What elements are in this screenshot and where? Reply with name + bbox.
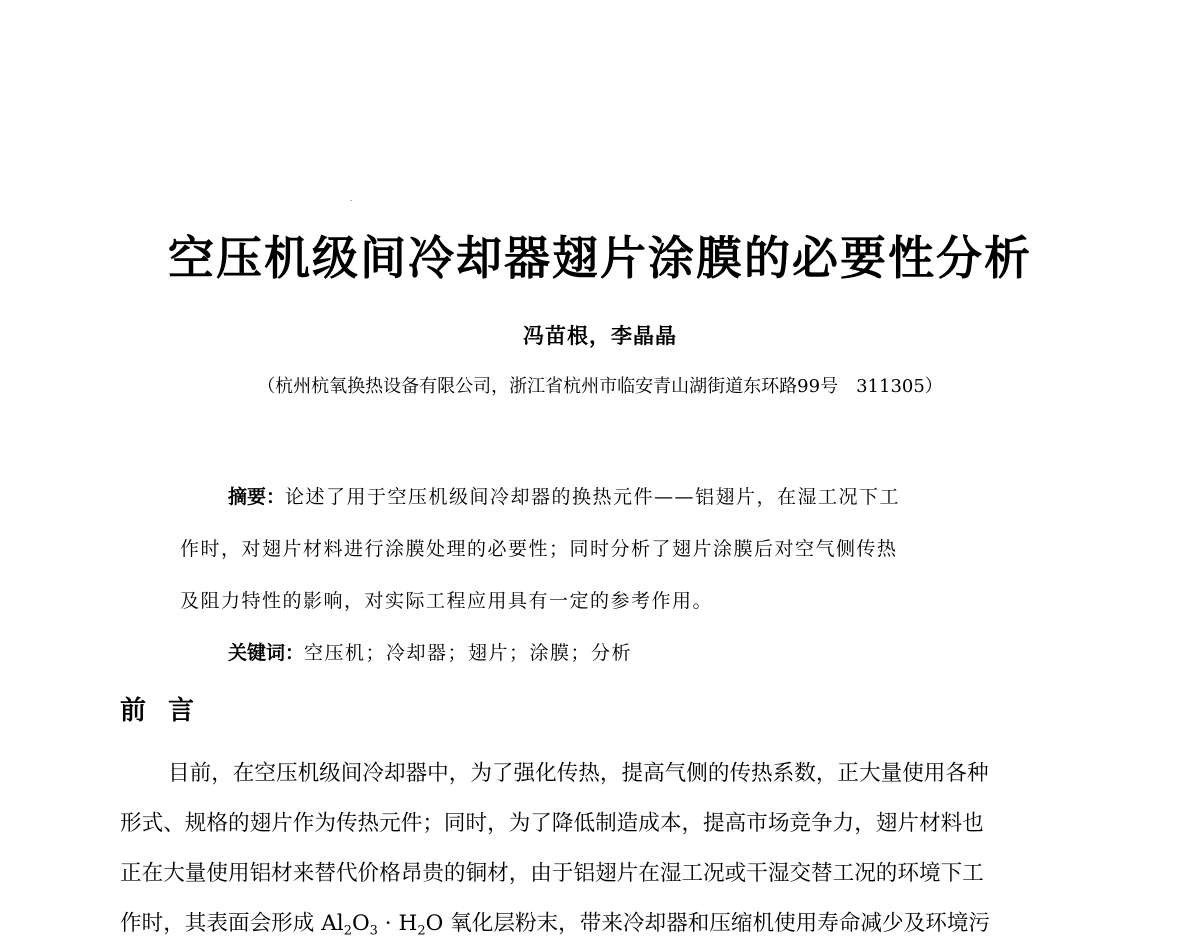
body-line-4-part: O 氧化层粉末，带来冷却器和压缩机使用寿命减少及环境污 <box>425 911 991 936</box>
subscript: 2 <box>343 923 352 939</box>
abstract-label: 摘要： <box>228 486 286 508</box>
body-line-4-part: O <box>351 911 370 936</box>
paper-title: 空压机级间冷却器翅片涂膜的必要性分析 <box>168 231 1032 285</box>
abstract-line-2: 作时，对翅片材料进行涂膜处理的必要性；同时分析了翅片涂膜后对空气侧传热 <box>180 538 898 560</box>
body-line-2: 形式、规格的翅片作为传热元件；同时，为了降低制造成本，提高市场竞争力，翅片材料也 <box>120 811 984 836</box>
subscript: 2 <box>417 923 426 939</box>
scan-speck <box>350 200 352 201</box>
body-line-4 <box>120 906 990 937</box>
paper-authors: 冯苗根，李晶晶 <box>523 324 677 348</box>
body-line-3: 正在大量使用铝材来替代价格昂贵的铜材，由于铝翅片在湿工况或干湿交替工况的环境下工 <box>120 861 984 886</box>
section-heading-preface: 前言 <box>120 696 217 726</box>
subscript: 3 <box>369 923 378 939</box>
keywords-label: 关键词： <box>228 642 305 664</box>
keywords-text: 空压机；冷却器；翅片；涂膜；分析 <box>304 642 633 664</box>
abstract-line-1 <box>228 482 900 509</box>
abstract-text-1: 论述了用于空压机级间冷却器的换热元件——铝翅片，在湿工况下工 <box>285 486 901 508</box>
author-affiliation: （杭州杭氧换热设备有限公司，浙江省杭州市临安青山湖街道东环路99号 311305） <box>257 376 943 397</box>
abstract-line-3: 及阻力特性的影响，对实际工程应用具有一定的参考作用。 <box>180 590 714 612</box>
body-line-4-part: · H <box>377 911 418 936</box>
body-line-4-part: 作时，其表面会形成 Al <box>120 911 344 936</box>
keywords-line <box>228 638 632 665</box>
body-line-1: 目前，在空压机级间冷却器中，为了强化传热，提高气侧的传热系数，正大量使用各种 <box>168 761 989 786</box>
